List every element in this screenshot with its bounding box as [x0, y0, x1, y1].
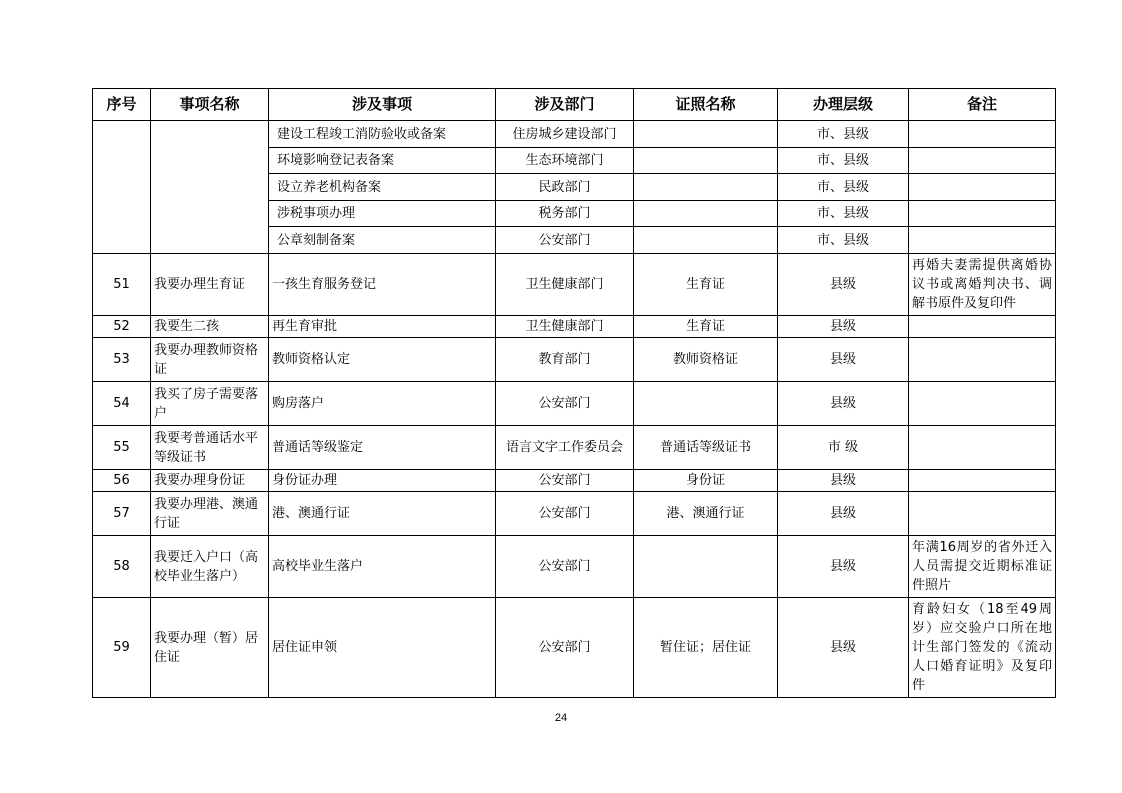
- cell-cert: [634, 148, 778, 174]
- cell-note: [909, 382, 1056, 426]
- cell-cert: 生育证: [634, 316, 778, 338]
- header-name: 事项名称: [151, 89, 269, 121]
- cell-level: 市 级: [778, 426, 909, 470]
- cell-dept: 教育部门: [496, 338, 634, 382]
- cell-note: [909, 426, 1056, 470]
- cell-cert: 教师资格证: [634, 338, 778, 382]
- cell-name: 我买了房子需要落户: [151, 382, 269, 426]
- cell-level: 市、县级: [778, 148, 909, 174]
- cell-item: 设立养老机构备案: [269, 174, 496, 201]
- cell-cert: 港、澳通行证: [634, 492, 778, 536]
- cell-item: 一孩生育服务登记: [269, 254, 496, 316]
- cell-level: 县级: [778, 382, 909, 426]
- cell-item: 普通话等级鉴定: [269, 426, 496, 470]
- cell-item: 再生育审批: [269, 316, 496, 338]
- cell-dept: 卫生健康部门: [496, 316, 634, 338]
- cell-level: 县级: [778, 536, 909, 598]
- cell-dept: 税务部门: [496, 201, 634, 227]
- cell-cert: 生育证: [634, 254, 778, 316]
- table-row: [93, 254, 1056, 316]
- cell-name: 我要生二孩: [151, 316, 269, 338]
- cell-cert: 普通话等级证书: [634, 426, 778, 470]
- cell-no: 56: [93, 470, 151, 492]
- cell-no: 53: [93, 338, 151, 382]
- cell-item: 高校毕业生落户: [269, 536, 496, 598]
- table-row: [93, 121, 1056, 148]
- cell-dept: 住房城乡建设部门: [496, 121, 634, 148]
- cell-cert: [634, 227, 778, 254]
- cell-level: 市、县级: [778, 174, 909, 201]
- cell-note: [909, 174, 1056, 201]
- cell-no: 57: [93, 492, 151, 536]
- cell-dept: 公安部门: [496, 470, 634, 492]
- cell-dept: 民政部门: [496, 174, 634, 201]
- cell-note: [909, 338, 1056, 382]
- cell-cert: [634, 174, 778, 201]
- cell-dept: 卫生健康部门: [496, 254, 634, 316]
- cell-note: [909, 316, 1056, 338]
- cell-name: 我要办理港、澳通行证: [151, 492, 269, 536]
- cell-level: 市、县级: [778, 121, 909, 148]
- cell-no: 51: [93, 254, 151, 316]
- table-row: [93, 536, 1056, 598]
- cell-note: [909, 227, 1056, 254]
- cell-cert: 身份证: [634, 470, 778, 492]
- table-header-row: [93, 89, 1056, 121]
- cell-no: 58: [93, 536, 151, 598]
- cell-level: 市、县级: [778, 227, 909, 254]
- cell-note: [909, 121, 1056, 148]
- cell-dept: 公安部门: [496, 382, 634, 426]
- cell-cert: [634, 536, 778, 598]
- table-row: [93, 426, 1056, 470]
- header-note: 备注: [909, 89, 1056, 121]
- cell-name: 我要办理教师资格证: [151, 338, 269, 382]
- cell-item: 环境影响登记表备案: [269, 148, 496, 174]
- cell-level: 县级: [778, 316, 909, 338]
- cell-no: 52: [93, 316, 151, 338]
- table-row: [93, 316, 1056, 338]
- cell-note: 年满16周岁的省外迁入人员需提交近期标准证件照片: [909, 536, 1056, 598]
- cell-level: 县级: [778, 492, 909, 536]
- table-row: [93, 470, 1056, 492]
- cell-item: 涉税事项办理: [269, 201, 496, 227]
- cell-level: 县级: [778, 470, 909, 492]
- cell-dept: 公安部门: [496, 227, 634, 254]
- page-number: 24: [554, 712, 568, 724]
- cell-cert: [634, 201, 778, 227]
- cell-note: [909, 470, 1056, 492]
- cell-dept: 公安部门: [496, 598, 634, 698]
- cell-item: 居住证申领: [269, 598, 496, 698]
- cell-item: 购房落户: [269, 382, 496, 426]
- cell-dept: 公安部门: [496, 536, 634, 598]
- cell-name: 我要办理身份证: [151, 470, 269, 492]
- cell-no: 59: [93, 598, 151, 698]
- cell-name: 我要办理（暂）居住证: [151, 598, 269, 698]
- cell-name: [151, 121, 269, 254]
- table-row: [93, 492, 1056, 536]
- cell-item: 身份证办理: [269, 470, 496, 492]
- cell-cert: [634, 382, 778, 426]
- cell-note: 育龄妇女（18至49周岁）应交验户口所在地计生部门签发的《流动人口婚育证明》及复印件: [909, 598, 1056, 698]
- cell-dept: 生态环境部门: [496, 148, 634, 174]
- table-row: [93, 598, 1056, 698]
- cell-level: 县级: [778, 598, 909, 698]
- header-dept: 涉及部门: [496, 89, 634, 121]
- table-row: [93, 382, 1056, 426]
- cell-cert: [634, 121, 778, 148]
- cell-no: 54: [93, 382, 151, 426]
- cell-note: [909, 201, 1056, 227]
- cell-level: 县级: [778, 338, 909, 382]
- cell-dept: 语言文字工作委员会: [496, 426, 634, 470]
- table-row: [93, 338, 1056, 382]
- cell-dept: 公安部门: [496, 492, 634, 536]
- cell-item: 建设工程竣工消防验收或备案: [269, 121, 496, 148]
- cell-name: 我要迁入户口（高校毕业生落户）: [151, 536, 269, 598]
- cell-name: 我要考普通话水平等级证书: [151, 426, 269, 470]
- cell-name: 我要办理生育证: [151, 254, 269, 316]
- cell-cert: 暂住证；居住证: [634, 598, 778, 698]
- service-items-table: [92, 88, 1056, 698]
- cell-no: 55: [93, 426, 151, 470]
- cell-item: 公章刻制备案: [269, 227, 496, 254]
- cell-no: [93, 121, 151, 254]
- cell-note: [909, 492, 1056, 536]
- header-item: 涉及事项: [269, 89, 496, 121]
- cell-item: 教师资格认定: [269, 338, 496, 382]
- header-no: 序号: [93, 89, 151, 121]
- cell-note: [909, 148, 1056, 174]
- cell-level: 县级: [778, 254, 909, 316]
- header-cert: 证照名称: [634, 89, 778, 121]
- cell-item: 港、澳通行证: [269, 492, 496, 536]
- header-level: 办理层级: [778, 89, 909, 121]
- cell-level: 市、县级: [778, 201, 909, 227]
- cell-note: 再婚夫妻需提供离婚协议书或离婚判决书、调解书原件及复印件: [909, 254, 1056, 316]
